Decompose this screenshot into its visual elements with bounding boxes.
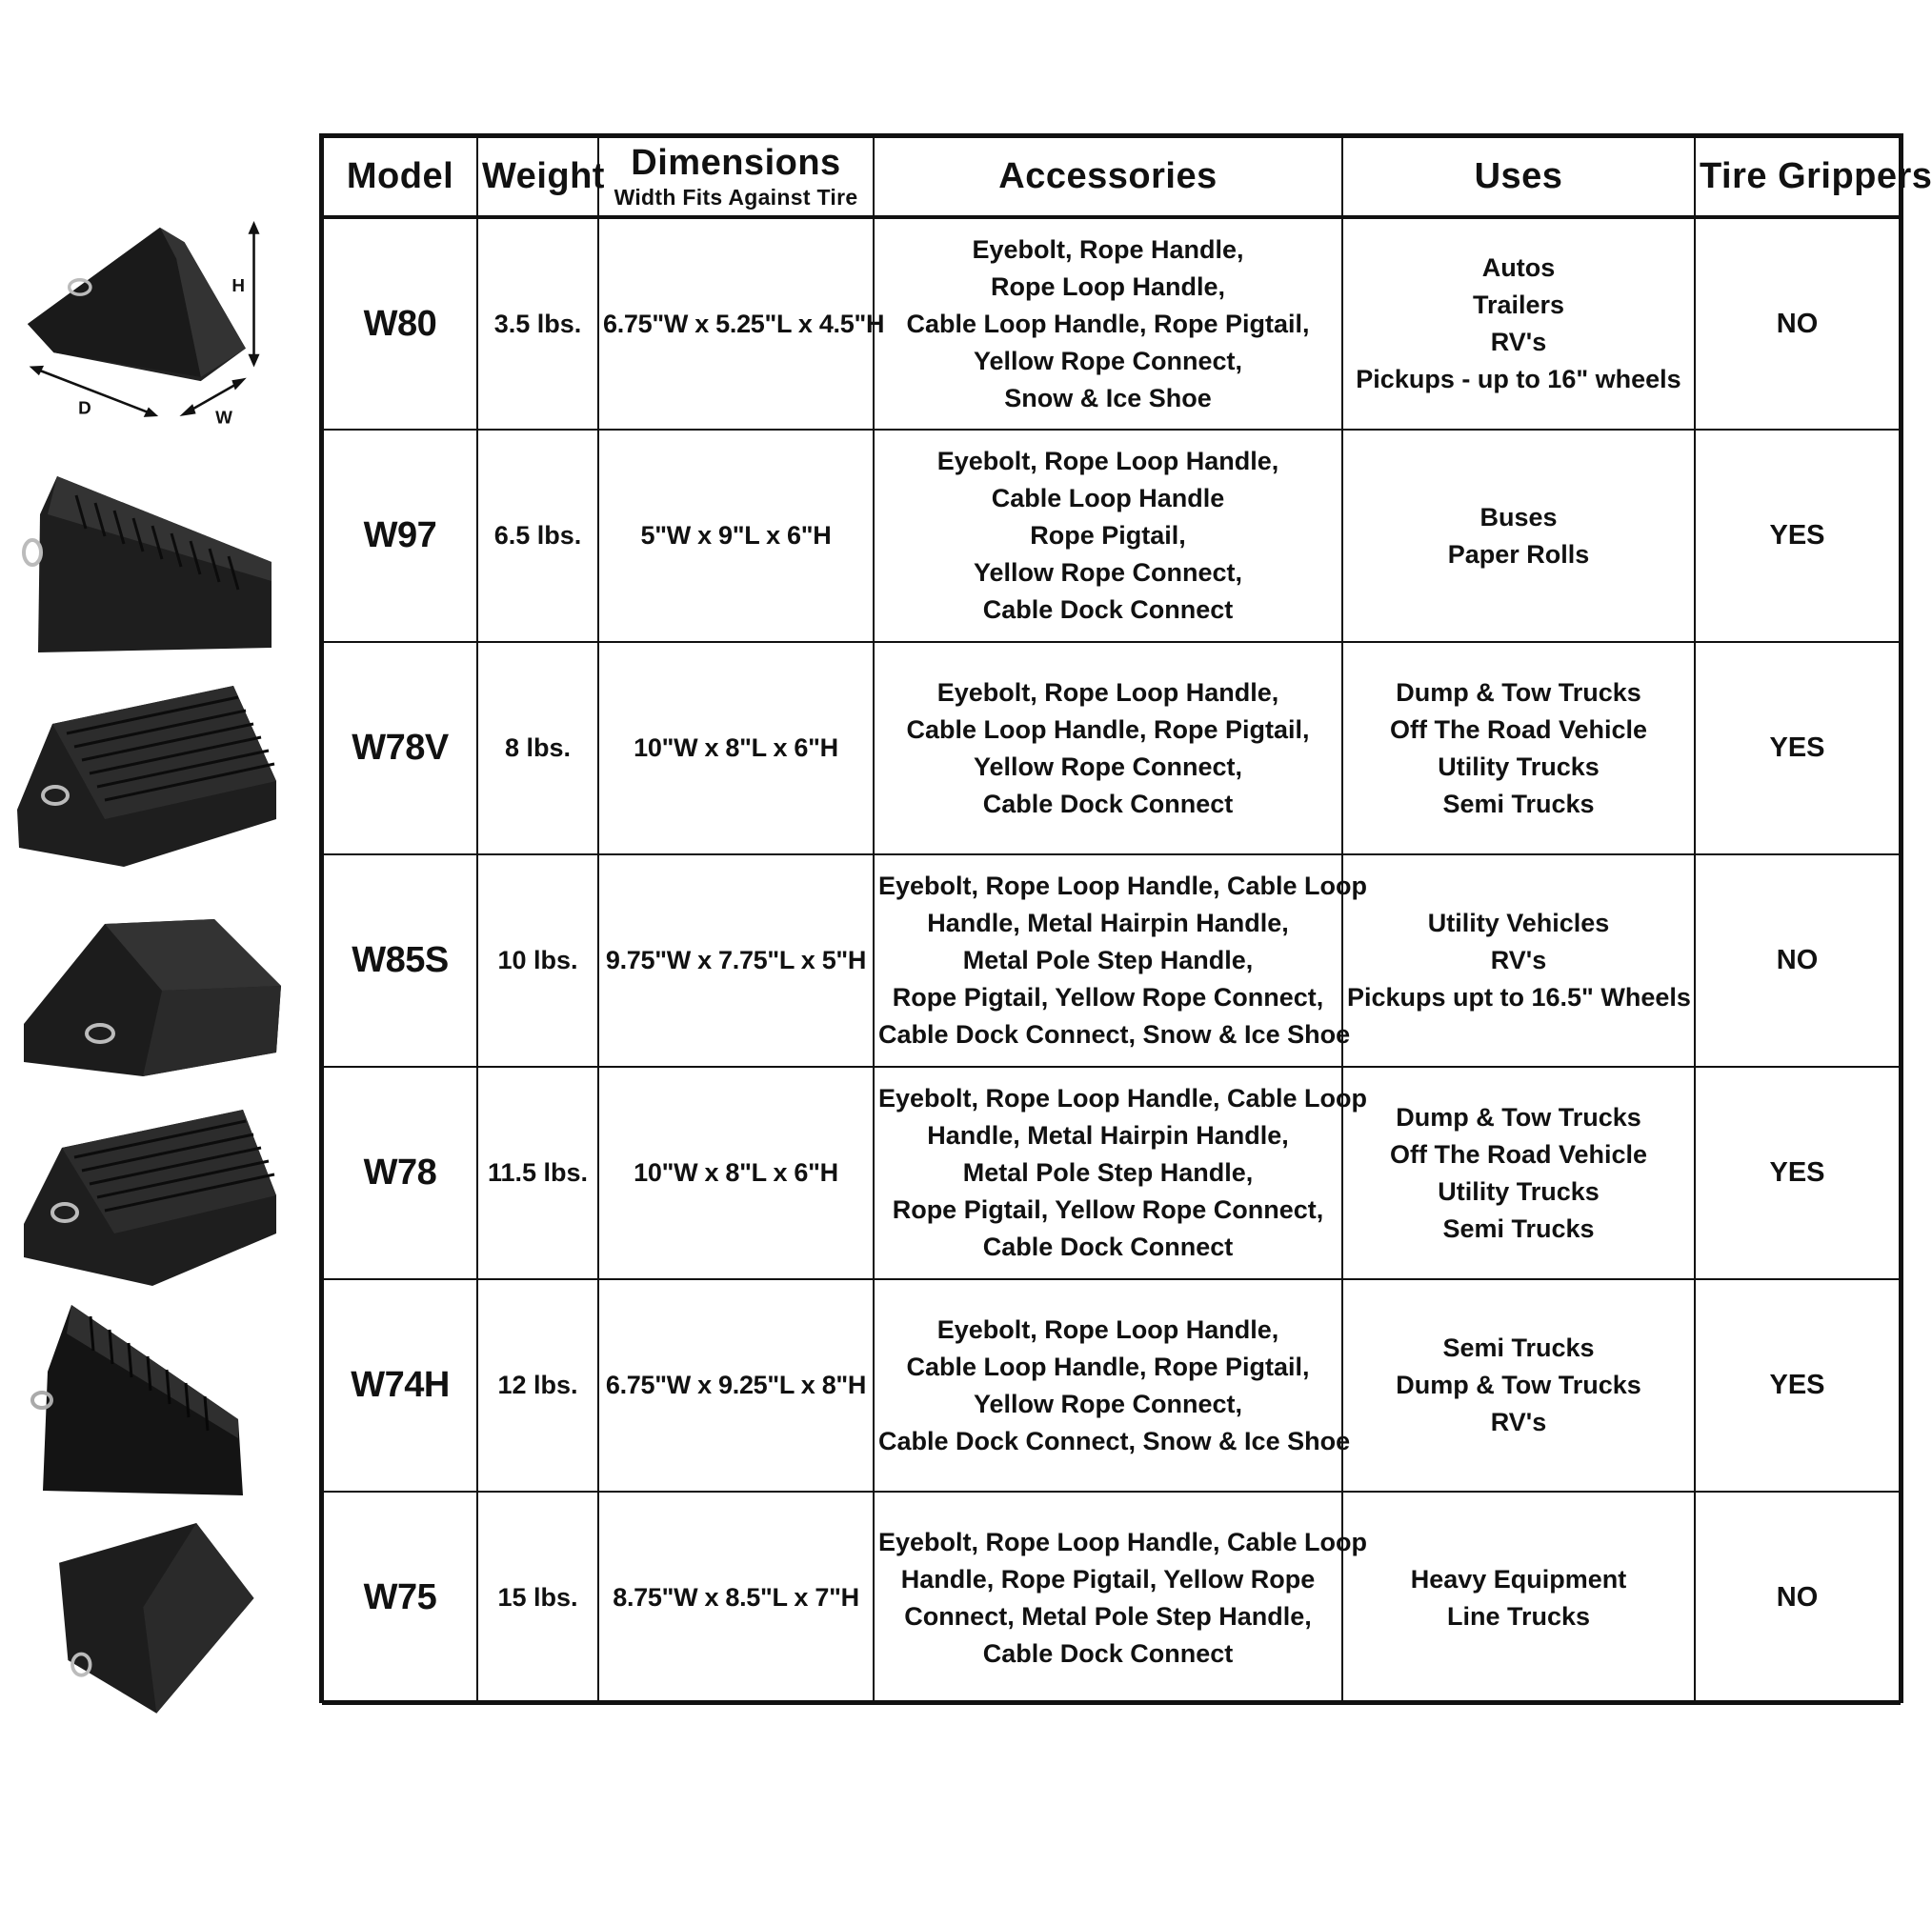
uses-cell [1342, 430, 1695, 642]
accessories-line: Snow & Ice Shoe [1004, 383, 1212, 412]
dimensions-cell: 9.75"W x 7.75"L x 5"H [598, 854, 874, 1067]
dimensions-cell: 8.75"W x 8.5"L x 7"H [598, 1492, 874, 1704]
accessories-line: Eyebolt, Rope Loop Handle, [936, 447, 1279, 475]
accessories-line: Cable Dock Connect [982, 1233, 1234, 1261]
uses-line: Buses [1479, 502, 1558, 531]
dimensions-cell: 6.75"W x 5.25"L x 4.5"H [598, 217, 874, 430]
weight-cell: 10 lbs. [477, 854, 598, 1067]
height-label: H [231, 274, 245, 295]
header-row [323, 137, 1900, 217]
depth-label: D [78, 397, 91, 418]
header-weight: Weight [477, 137, 598, 217]
accessories-cell [874, 1279, 1351, 1492]
model-cell: W75 [323, 1492, 477, 1704]
accessories-cell [874, 217, 1342, 430]
chock-photo-w85s [0, 881, 295, 1093]
uses-cell [1342, 1492, 1695, 1704]
spec-table-frame [319, 133, 1932, 1703]
header-tire-grippers: Tire Grippers [1695, 137, 1900, 217]
accessories-cell [874, 1067, 1368, 1279]
table-row [323, 642, 1900, 854]
header-dimensions-sub: Width Fits Against Tire [614, 184, 858, 210]
model-cell: W78V [323, 642, 477, 854]
uses-line: Dump & Tow Trucks [1396, 677, 1641, 707]
accessories-line: Eyebolt, Rope Loop Handle, [936, 1314, 1279, 1344]
model-cell: W97 [323, 430, 477, 642]
weight-cell: 11.5 lbs. [477, 1067, 598, 1279]
uses-line: Semi Trucks [1442, 1213, 1595, 1243]
chock-w97-diagram [0, 457, 295, 670]
uses-line: Pickups upt to 16.5" Wheels [1347, 983, 1691, 1012]
chock-photo-w78 [0, 1091, 295, 1303]
accessories-line: Rope Pigtail, Yellow Rope Connect, [892, 1195, 1324, 1224]
accessories-line: Eyebolt, Rope Loop Handle, Cable Loop [878, 1084, 1368, 1113]
uses-cell [1342, 1279, 1695, 1492]
chock-photo-w74h [0, 1295, 295, 1508]
dimensions-cell: 6.75"W x 9.25"L x 8"H [598, 1279, 874, 1492]
accessories-line: Connect, Metal Pole Step Handle, [904, 1601, 1312, 1631]
chock-w75-diagram [0, 1510, 295, 1722]
table-row [323, 854, 1900, 1067]
header-dimensions-title: Dimensions [631, 142, 841, 183]
tire-grippers-cell: YES [1695, 642, 1900, 854]
tire-grippers-cell: YES [1695, 1067, 1900, 1279]
uses-line: Paper Rolls [1447, 539, 1590, 569]
accessories-line: Handle, Metal Hairpin Handle, [927, 909, 1289, 937]
chock-w78-diagram [0, 1091, 295, 1303]
uses-line: RV's [1490, 946, 1547, 974]
weight-cell: 15 lbs. [477, 1492, 598, 1704]
uses-line: Dump & Tow Trucks [1396, 1371, 1641, 1399]
accessories-cell [874, 642, 1342, 854]
tire-grippers-cell: NO [1695, 854, 1900, 1067]
uses-line: Utility Trucks [1438, 752, 1600, 781]
accessories-line: Eyebolt, Rope Loop Handle, Cable Loop [878, 1527, 1368, 1556]
weight-cell: 3.5 lbs. [477, 217, 598, 430]
table-row [323, 1279, 1900, 1492]
spec-table-body [323, 217, 1900, 1704]
header-accessories: Accessories [874, 137, 1342, 217]
uses-line: Dump & Tow Trucks [1396, 1102, 1641, 1132]
uses-line: Autos [1481, 253, 1556, 282]
uses-line: Line Trucks [1446, 1601, 1591, 1631]
uses-line: Semi Trucks [1442, 1334, 1595, 1362]
model-cell: W85S [323, 854, 477, 1067]
accessories-line: Cable Loop Handle, Rope Pigtail, [906, 309, 1310, 338]
uses-line: Semi Trucks [1442, 789, 1595, 818]
uses-cell [1342, 217, 1695, 430]
uses-line: RV's [1490, 328, 1547, 356]
model-cell: W80 [323, 217, 477, 430]
uses-line: Pickups - up to 16" wheels [1356, 365, 1681, 393]
chock-photo-w97 [0, 457, 295, 670]
accessories-line: Cable Dock Connect [982, 1638, 1234, 1668]
accessories-cell [874, 430, 1342, 642]
dimensions-cell: 10"W x 8"L x 6"H [598, 1067, 874, 1279]
tire-grippers-cell: YES [1695, 430, 1900, 642]
tire-grippers-cell: NO [1695, 217, 1900, 430]
table-row [323, 1067, 1900, 1279]
width-label: W [215, 407, 233, 428]
accessories-line: Metal Pole Step Handle, [962, 1158, 1254, 1187]
model-cell: W74H [323, 1279, 477, 1492]
uses-line: RV's [1490, 1408, 1547, 1436]
accessories-line: Cable Dock Connect [982, 789, 1234, 818]
uses-line: Heavy Equipment [1410, 1564, 1627, 1594]
accessories-line: Yellow Rope Connect, [973, 558, 1243, 587]
header-dimensions [598, 137, 874, 217]
tire-grippers-cell: YES [1695, 1279, 1900, 1492]
accessories-line: Yellow Rope Connect, [973, 1389, 1243, 1418]
accessories-line: Cable Dock Connect, Snow & Ice Shoe [878, 1020, 1351, 1049]
uses-cell [1342, 1067, 1695, 1279]
accessories-line: Yellow Rope Connect, [973, 752, 1243, 781]
accessories-line: Metal Pole Step Handle, [962, 946, 1254, 974]
uses-line: Utility Trucks [1438, 1176, 1600, 1206]
accessories-line: Yellow Rope Connect, [973, 346, 1243, 375]
accessories-cell [874, 1492, 1368, 1704]
eyebolt-icon [24, 540, 41, 565]
model-cell: W78 [323, 1067, 477, 1279]
accessories-line: Eyebolt, Rope Handle, [972, 234, 1244, 264]
accessories-line: Handle, Metal Hairpin Handle, [927, 1121, 1289, 1150]
accessories-cell [874, 854, 1368, 1067]
table-row [323, 1492, 1900, 1704]
accessories-line: Rope Pigtail, Yellow Rope Connect, [892, 983, 1324, 1012]
weight-cell: 8 lbs. [477, 642, 598, 854]
header-model: Model [323, 137, 477, 217]
dimensions-cell: 5"W x 9"L x 6"H [598, 430, 874, 642]
tire-grippers-cell: NO [1695, 1492, 1900, 1704]
dimensions-cell: 10"W x 8"L x 6"H [598, 642, 874, 854]
accessories-line: Rope Loop Handle, [991, 271, 1225, 301]
chock-w85s-diagram [0, 881, 295, 1093]
chock-w78v-diagram [0, 667, 295, 879]
weight-cell: 6.5 lbs. [477, 430, 598, 642]
spec-table [322, 136, 1932, 1705]
uses-line: Off The Road Vehicle [1389, 714, 1648, 744]
weight-cell: 12 lbs. [477, 1279, 598, 1492]
chock-w74h-diagram [0, 1295, 295, 1508]
chock-photo-w80 [0, 210, 295, 428]
product-photos [0, 210, 295, 1753]
table-row [323, 217, 1900, 430]
chock-photo-w78v [0, 667, 295, 879]
uses-line: Off The Road Vehicle [1389, 1139, 1648, 1169]
accessories-line: Eyebolt, Rope Loop Handle, [936, 677, 1279, 707]
chock-w80-diagram [0, 210, 295, 428]
accessories-line: Cable Loop Handle, Rope Pigtail, [906, 1352, 1310, 1381]
chock-photo-w75 [0, 1510, 295, 1722]
accessories-line: Cable Loop Handle [991, 484, 1225, 512]
header-uses: Uses [1342, 137, 1695, 217]
uses-line: Utility Vehicles [1427, 909, 1610, 937]
accessories-line: Cable Dock Connect [982, 595, 1234, 624]
accessories-line: Eyebolt, Rope Loop Handle, Cable Loop [878, 872, 1368, 900]
accessories-line: Rope Pigtail, [1030, 521, 1186, 550]
uses-cell [1342, 854, 1695, 1067]
accessories-line: Cable Dock Connect, Snow & Ice Shoe [878, 1426, 1351, 1455]
table-row [323, 430, 1900, 642]
accessories-line: Cable Loop Handle, Rope Pigtail, [906, 714, 1310, 744]
uses-line: Trailers [1472, 291, 1565, 319]
uses-cell [1342, 642, 1695, 854]
accessories-line: Handle, Rope Pigtail, Yellow Rope [900, 1564, 1316, 1594]
